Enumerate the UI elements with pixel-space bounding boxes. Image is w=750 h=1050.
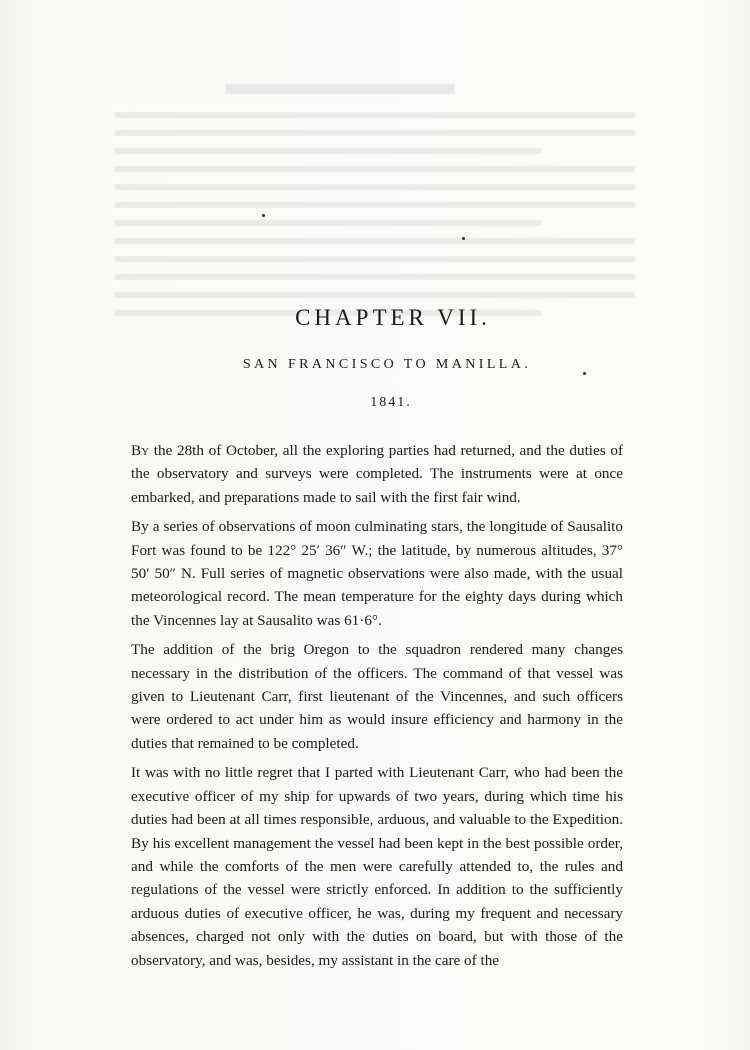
chapter-title: CHAPTER VII. (295, 305, 491, 330)
paragraph-1 (131, 439, 623, 509)
show-through-text (115, 70, 635, 330)
paragraph-3 (131, 638, 623, 755)
paragraph-text: It was with no little regret that I parted with Lieutenant Carr, who had been the executive officer of my ship for upwards of two years, during which time his duties had been at all times responsible, arduous, and valuable to the Expedition. By his excellent management the vessel had been kept in the best possible order, and while the comforts of the men were carefully attended to, the rules and regulations of the vessel were strictly enforced. In addition to the sufficiently arduous duties of executive officer, he was, during my frequent and necessary absences, charged not only with the duties on board, but with those of the observatory, and was, besides, my assistant in the care of the (131, 764, 623, 969)
paragraph-lead-word: By (131, 442, 150, 459)
paragraph-4 (131, 761, 623, 972)
chapter-subtitle: SAN FRANCISCO TO MANILLA. (242, 357, 532, 372)
paragraph-text: By a series of observations of moon culminating stars, the longitude of Sausalito Fort was found to be 122° 25′ 36″ W.; the latitude, by numerous altitudes, 37° 50′ 50″ N. Full series of magnetic observations were also made, with the usual meteorological record. The mean temperature for the eighty days during which the Vincennes lay at Sausalito was 61·6°. (131, 518, 623, 629)
chapter-body (131, 305, 623, 978)
paragraph-text: the 28th of October, all the exploring parties had returned, and the duties of the observatory and surveys were completed. The instruments were at once embarked, and preparations made to sail with the first fair wind. (131, 442, 623, 506)
paragraph-2 (131, 515, 623, 632)
chapter-year: 1841. (370, 395, 412, 410)
paragraph-text: The addition of the brig Oregon to the squadron rendered many changes necessary in the distribution of the officers. The command of that vessel was given to Lieutenant Carr, first lieutenant of the Vincennes, and such officers were ordered to act under him as would insure efficiency and harmony in the duties that remained to be completed. (131, 641, 623, 752)
